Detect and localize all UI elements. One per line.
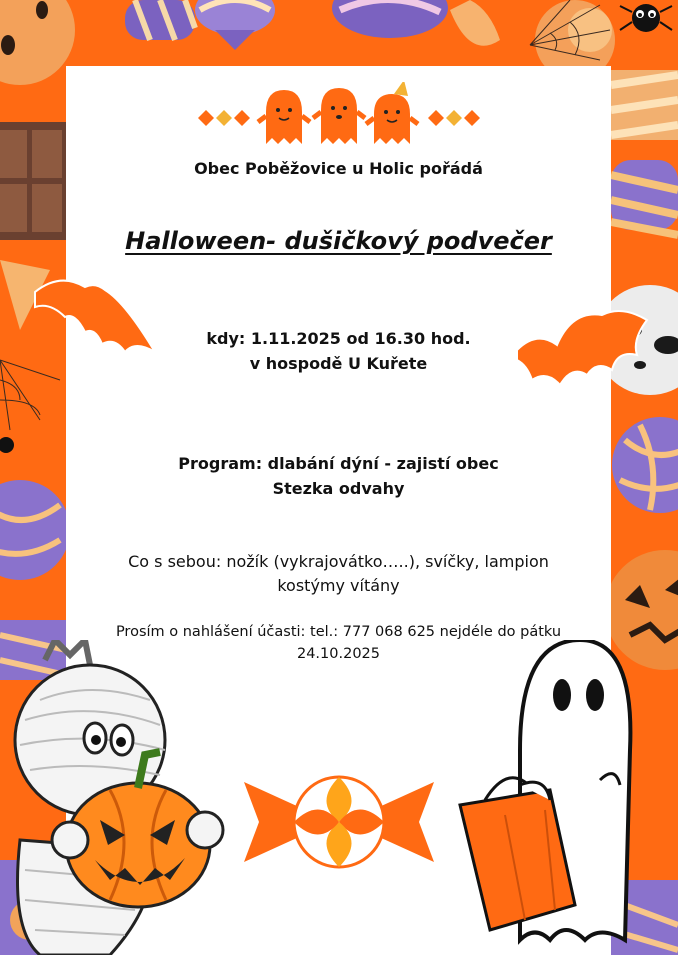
chocolate-bar-icon	[0, 122, 66, 240]
swirl-lollipop-icon	[612, 417, 678, 513]
spider-icon	[0, 437, 14, 453]
diamond-icon	[234, 110, 250, 126]
when-date-line: kdy: 1.11.2025 od 16.30 hod.	[206, 329, 471, 348]
wrapped-candy-icon	[125, 0, 195, 40]
event-title	[66, 227, 611, 255]
spider-icon	[620, 4, 672, 32]
ghost-icon	[258, 90, 310, 144]
wrapped-candy-icon	[332, 0, 448, 38]
event-title-text: Halloween- dušičkový podvečer	[125, 227, 552, 255]
diamond-icon	[446, 110, 462, 126]
when-block	[66, 326, 611, 376]
bring-line: Co s sebou: nožík (vykrajovátko…..), svíčky, lampion	[128, 552, 549, 571]
diamond-icon	[428, 110, 444, 126]
ghost-icon	[313, 88, 365, 144]
ghost-with-bag-icon	[450, 640, 640, 955]
ghost-row-decoration	[186, 82, 492, 152]
pumpkin-face-icon	[0, 0, 75, 85]
program-line: Program: dlabání dýní - zajistí obec	[178, 454, 499, 473]
diamond-icon	[198, 110, 214, 126]
swirl-lollipop-icon	[0, 480, 70, 580]
ghost-icon	[366, 82, 418, 144]
bring-line: kostýmy vítány	[277, 576, 400, 595]
wrapped-candy-icon	[244, 772, 434, 872]
candy-corn-icon	[450, 0, 500, 46]
organizer-line: Obec Poběžovice u Holic pořádá	[194, 159, 483, 178]
diamond-icon	[464, 110, 480, 126]
diamond-icon	[216, 110, 232, 126]
wrapped-candy-icon	[195, 0, 275, 50]
bring-block	[66, 550, 611, 598]
striped-candy-icon	[611, 70, 678, 140]
registration-line: Prosím o nahlášení účasti: tel.: 777 068 625 nejdéle do pátku	[115, 624, 562, 640]
program-block	[66, 451, 611, 501]
program-line: Stezka odvahy	[272, 479, 405, 498]
when-place-line: v hospodě U Kuřete	[249, 354, 428, 373]
registration-line: 24.10.2025	[296, 646, 381, 662]
striped-candy-icon	[611, 160, 678, 235]
mummy-with-pumpkin-icon	[0, 640, 230, 955]
